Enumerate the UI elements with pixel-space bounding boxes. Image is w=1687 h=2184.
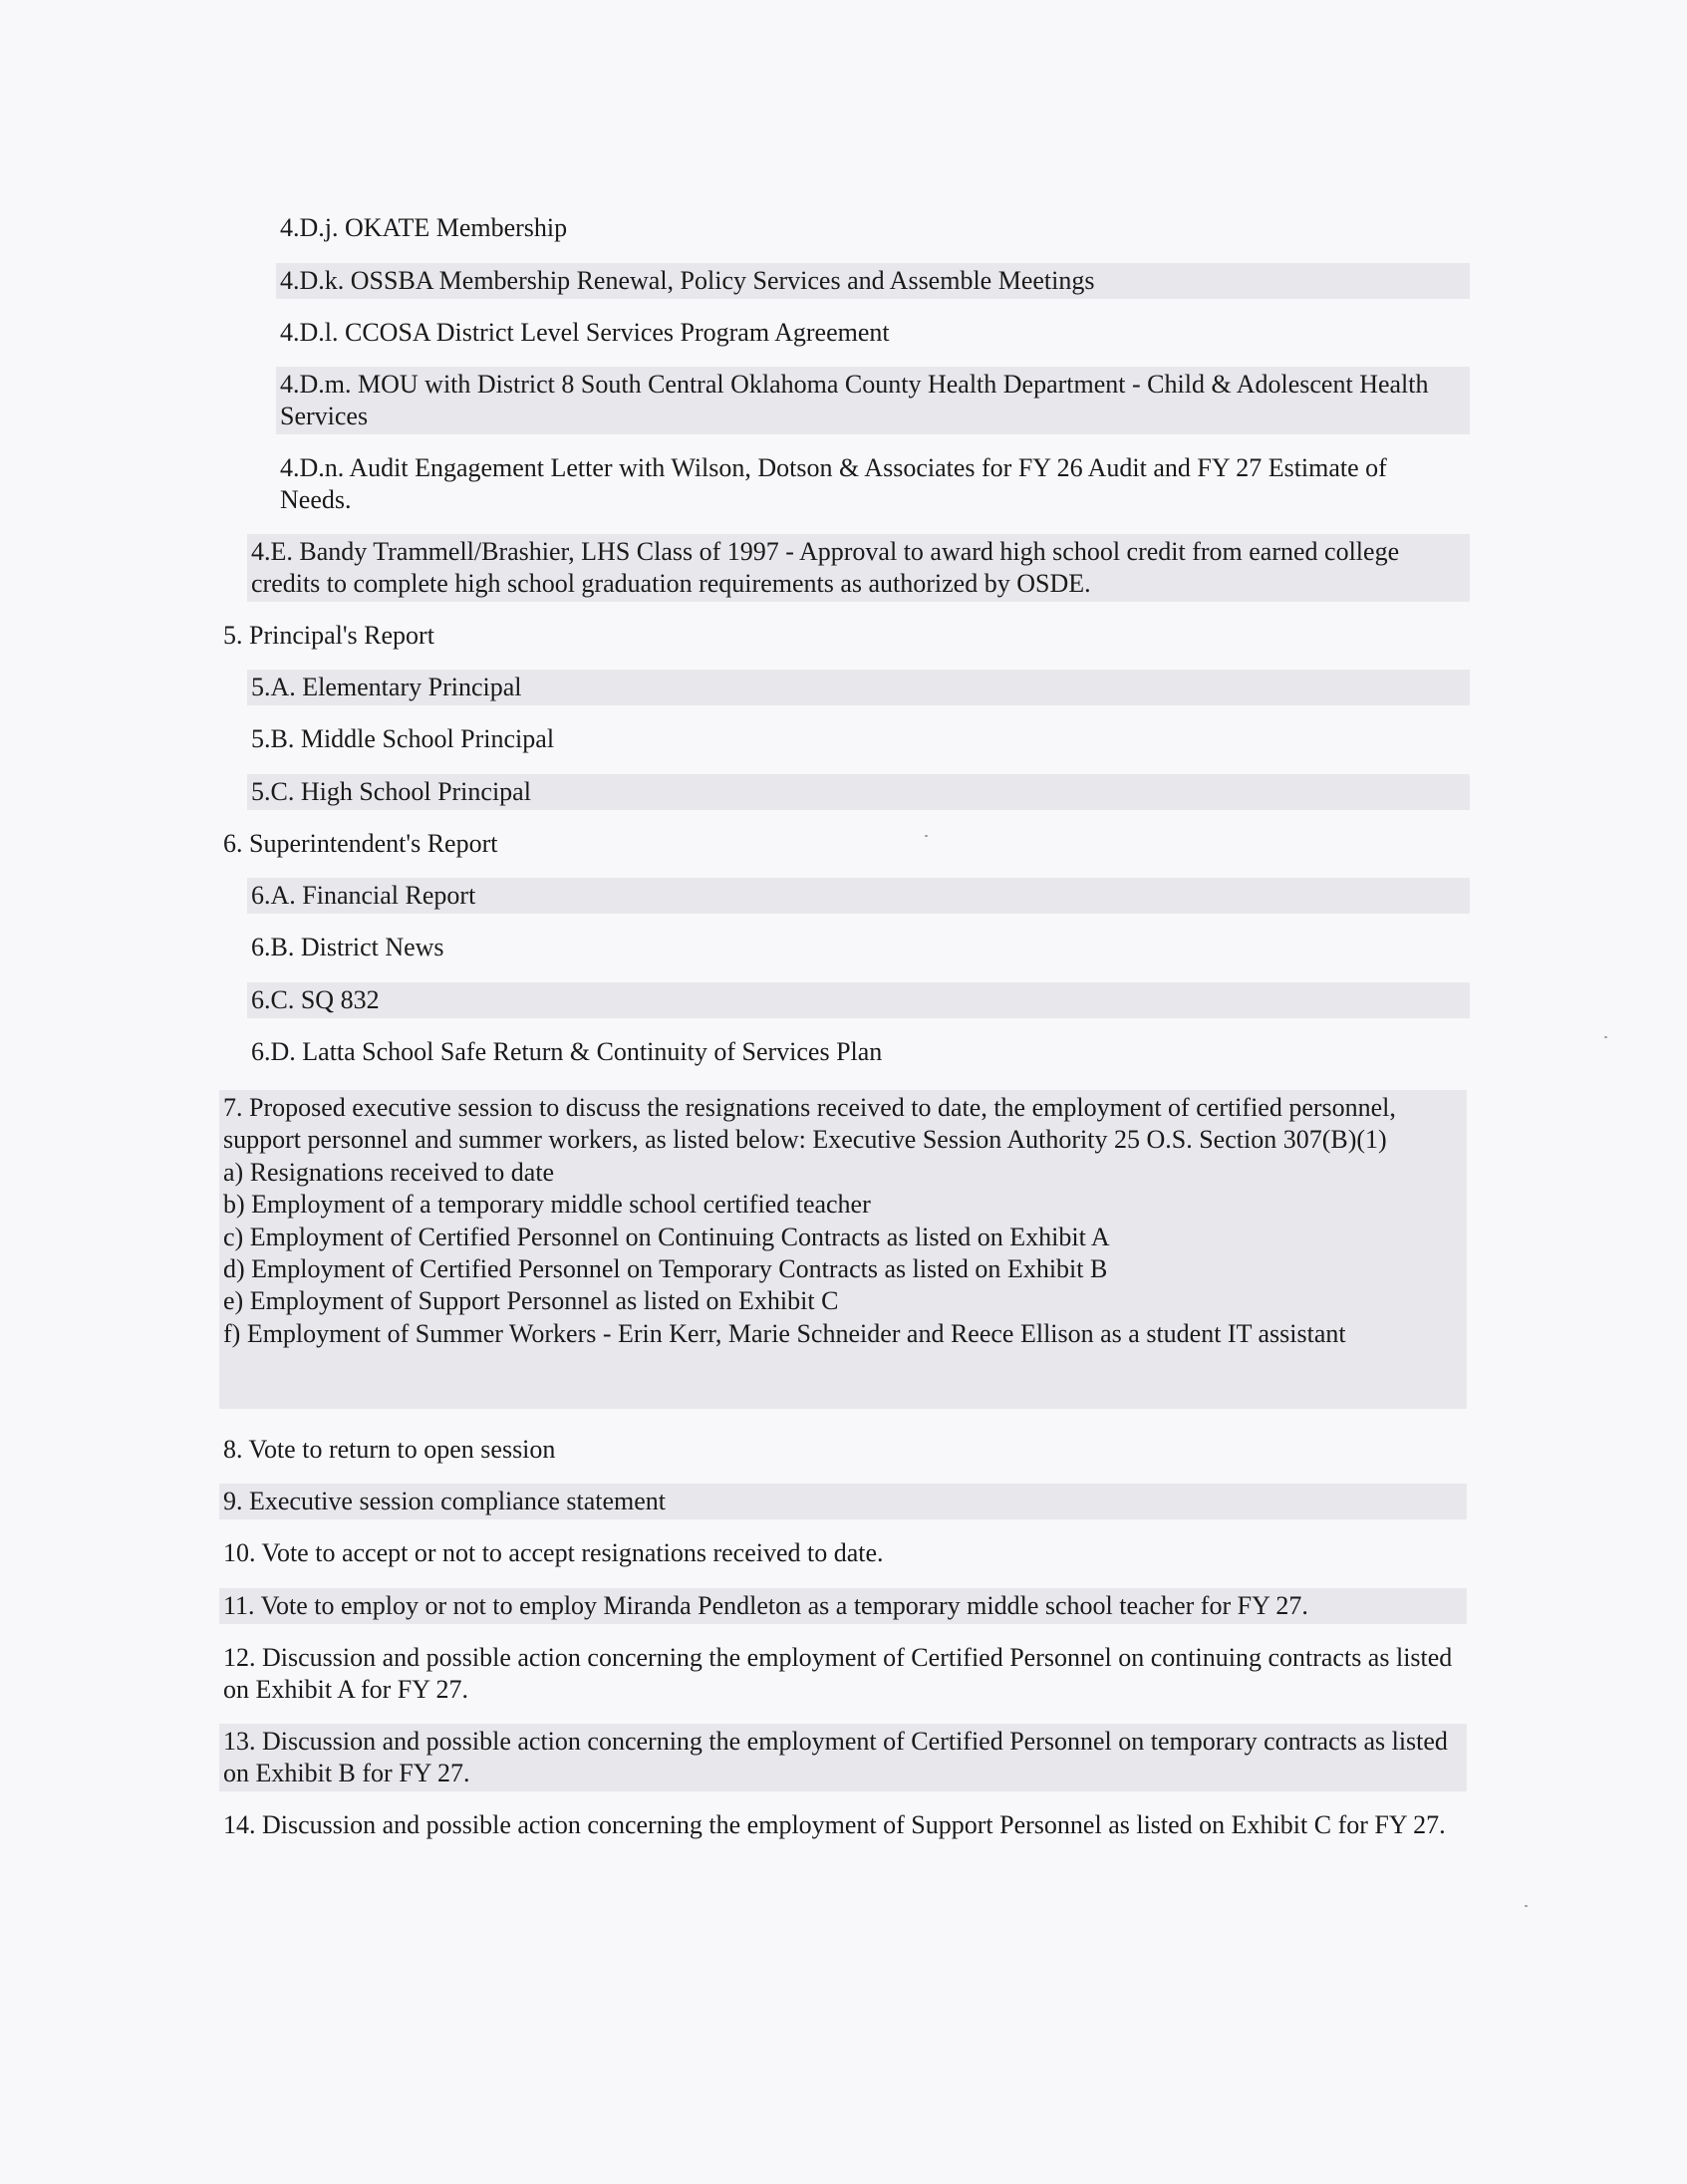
agenda-item-6B: 6.B. District News [251, 933, 444, 961]
agenda-item-4Dm: 4.D.m. MOU with District 8 South Central Oklahoma County Health Department - Child & Adolescent Health Services [276, 367, 1470, 434]
agenda-item-6D: 6.D. Latta School Safe Return & Continuity of Services Plan [251, 1037, 883, 1066]
agenda-item-5B: 5.B. Middle School Principal [251, 724, 555, 753]
agenda-item-9: 9. Executive session compliance statement [219, 1484, 1467, 1519]
executive-session-item-c: c) Employment of Certified Personnel on Continuing Contracts as listed on Exhibit A [223, 1222, 1110, 1251]
agenda-item-8: 8. Vote to return to open session [223, 1435, 556, 1464]
executive-session-item-d: d) Employment of Certified Personnel on Temporary Contracts as listed on Exhibit B [223, 1254, 1108, 1284]
scan-speck [1604, 1036, 1607, 1038]
agenda-item-5A: 5.A. Elementary Principal [247, 670, 1470, 705]
agenda-item-6A: 6.A. Financial Report [247, 878, 1470, 914]
executive-session-item-f: f) Employment of Summer Workers - Erin Kerr, Marie Schneider and Reece Ellison as a student IT assistant [223, 1318, 1346, 1348]
agenda-item-6C: 6.C. SQ 832 [247, 982, 1470, 1018]
scan-speck [925, 835, 928, 837]
executive-session-item-e: e) Employment of Support Personnel as listed on Exhibit C [223, 1286, 839, 1316]
executive-session-item-b: b) Employment of a temporary middle school certified teacher [223, 1190, 871, 1220]
scan-speck [1525, 1905, 1528, 1907]
agenda-item-4Dn: 4.D.n. Audit Engagement Letter with Wilson, Dotson & Associates for FY 26 Audit and FY 27 Estimate of Needs. [280, 453, 1387, 514]
agenda-item-5: 5. Principal's Report [223, 621, 434, 650]
agenda-item-4Dk: 4.D.k. OSSBA Membership Renewal, Policy Services and Assemble Meetings [276, 263, 1470, 299]
agenda-item-5C: 5.C. High School Principal [247, 774, 1470, 810]
agenda-item-4Dj: 4.D.j. OKATE Membership [280, 213, 568, 242]
executive-session-intro: 7. Proposed executive session to discuss the resignations received to date, the employment of certified personnel, support personnel and summer workers, as listed below: Executive Session Authority 25 O.S. Section 307(B)(1) [223, 1093, 1396, 1155]
agenda-item-7 [219, 1090, 1467, 1409]
agenda-item-4Dl: 4.D.l. CCOSA District Level Services Program Agreement [280, 318, 890, 347]
executive-session-item-a: a) Resignations received to date [223, 1157, 555, 1187]
agenda-item-14: 14. Discussion and possible action concerning the employment of Support Personnel as listed on Exhibit C for FY 27. [223, 1810, 1446, 1839]
agenda-item-4E: 4.E. Bandy Trammell/Brashier, LHS Class of 1997 - Approval to award high school credit from earned college credits to complete high school graduation requirements as authorized by OSDE. [247, 534, 1470, 602]
agenda-item-13: 13. Discussion and possible action concerning the employment of Certified Personnel on temporary contracts as listed on Exhibit B for FY 27. [219, 1724, 1467, 1791]
agenda-item-10: 10. Vote to accept or not to accept resignations received to date. [223, 1538, 884, 1567]
agenda-item-12: 12. Discussion and possible action concerning the employment of Certified Personnel on continuing contracts as listed on Exhibit A for FY 27. [223, 1643, 1453, 1704]
agenda-item-11: 11. Vote to employ or not to employ Miranda Pendleton as a temporary middle school teacher for FY 27. [219, 1588, 1467, 1624]
agenda-item-6: 6. Superintendent's Report [223, 829, 498, 858]
